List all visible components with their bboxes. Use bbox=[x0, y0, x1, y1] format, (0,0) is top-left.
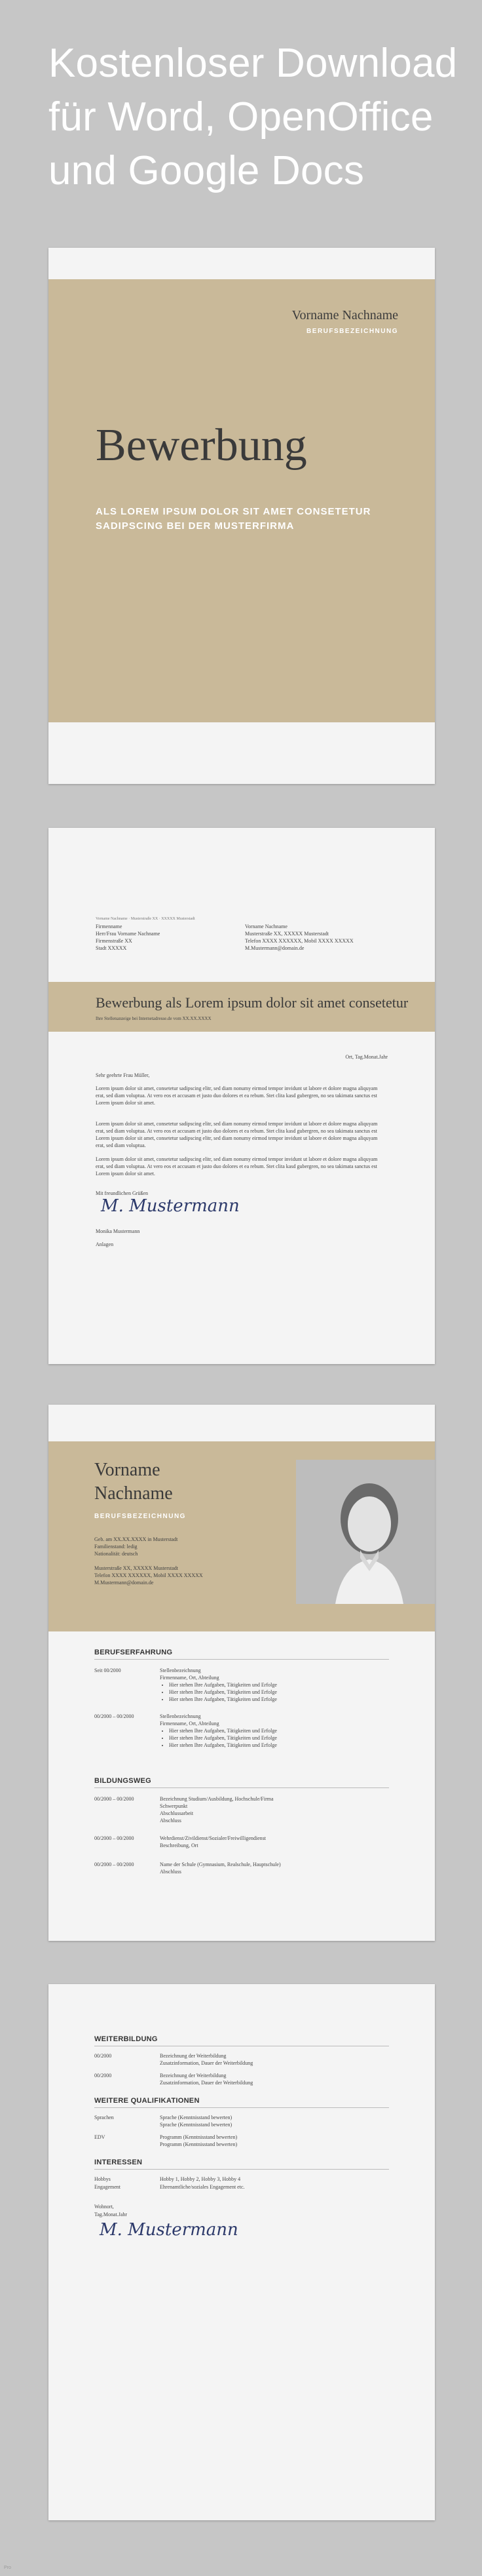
signature: M. Mustermann bbox=[101, 1196, 240, 1216]
interests-heading: INTERESSEN bbox=[94, 2158, 143, 2166]
cover-role: BERUFSBEZEICHNUNG bbox=[306, 328, 398, 335]
experience-entry bbox=[160, 1713, 382, 1749]
entry-line: Abschlussarbeit bbox=[160, 1810, 194, 1816]
experience-entry bbox=[160, 1667, 382, 1703]
letter-page bbox=[48, 828, 435, 1364]
training-entry bbox=[160, 2052, 382, 2067]
personal-line: Geb. am XX.XX.XXXX in Musterstadt bbox=[94, 1536, 178, 1542]
cv-role: BERUFSBEZEICHNUNG bbox=[94, 1513, 186, 1520]
entry-line: Schwerpunkt bbox=[160, 1803, 188, 1809]
entry-line: Programm (Kenntnisstand bewerten) bbox=[160, 2141, 238, 2147]
contact-line: M.Mustermann@domain.de bbox=[94, 1580, 154, 1586]
entry-date: 00/2000 – 00/2000 bbox=[94, 1713, 134, 1719]
hero-line-3: und Google Docs bbox=[48, 148, 365, 193]
signature-date: Tag.Monat.Jahr bbox=[94, 2212, 128, 2217]
interest-label: Engagement bbox=[94, 2184, 120, 2190]
qual-entry bbox=[160, 2134, 382, 2148]
footer-mark: Pro bbox=[4, 2566, 11, 2570]
entry-line: Zusatzinformation, Dauer der Weiterbildung bbox=[160, 2080, 253, 2086]
cv-name-last: Nachname bbox=[94, 1483, 173, 1504]
personal-line: Familienstand: ledig bbox=[94, 1544, 138, 1550]
entry-bullet: • Hier stehen Ihre Aufgaben, Tätigkeiten und Erfolge bbox=[169, 1681, 382, 1688]
cv-name-first: Vorname bbox=[94, 1460, 160, 1480]
entry-line: Bezeichnung Studium/Ausbildung, Hochschule/Firma bbox=[160, 1796, 274, 1802]
interest-entry: Ehrenamtliche/soziales Engagement etc. bbox=[160, 2184, 245, 2190]
personal-line: Nationalität: deutsch bbox=[94, 1551, 138, 1557]
personal-info bbox=[94, 1536, 177, 1557]
interest-label: Hobbys bbox=[94, 2176, 111, 2182]
entry-bullet: • Hier stehen Ihre Aufgaben, Tätigkeiten und Erfolge bbox=[169, 1696, 382, 1703]
sender-line: Vorname Nachname · Musterstraße XX · XXXXX Musterstadt bbox=[96, 917, 195, 921]
education-entry bbox=[160, 1861, 382, 1875]
hero-line-2: für Word, OpenOffice bbox=[48, 94, 434, 140]
recipient-block bbox=[96, 923, 160, 952]
training-heading: WEITERBILDUNG bbox=[94, 2035, 158, 2043]
entry-date: 00/2000 – 00/2000 bbox=[94, 1796, 134, 1802]
entry-bullet: • Hier stehen Ihre Aufgaben, Tätigkeiten und Erfolge bbox=[169, 1742, 382, 1749]
closing: Mit freundlichen Grüßen bbox=[96, 1190, 148, 1196]
recipient-line: Firmenstraße XX bbox=[96, 938, 132, 944]
signature: M. Mustermann bbox=[100, 2220, 238, 2240]
sender-line: Telefon XXXX XXXXXX, Mobil XXXX XXXXX bbox=[245, 938, 354, 944]
divider bbox=[94, 2107, 389, 2108]
signer-name: Monika Mustermann bbox=[96, 1228, 140, 1234]
entry-line: Name der Schule (Gymnasium, Realschule, Hauptschule) bbox=[160, 1862, 281, 1867]
cover-page bbox=[48, 248, 435, 784]
entry-line: Wehrdienst/Zivildienst/Sozialer/Freiwilligendienst bbox=[160, 1835, 266, 1841]
divider bbox=[94, 2169, 389, 2170]
cv-name bbox=[94, 1458, 173, 1506]
entry-bullet: • Hier stehen Ihre Aufgaben, Tätigkeiten und Erfolge bbox=[169, 1688, 382, 1696]
divider bbox=[94, 1787, 389, 1788]
paragraph: Lorem ipsum dolor sit amet, consetetur sadipscing elitr, sed diam nonumy eirmod tempor invidunt ut labore et dolore magna aliquyam erat, sed diam voluptua. At vero eos et accusam et justo duo dolores et ea rebum. Stet clita kasd gubergren, no sea takimata sanctus est Lorem ipsum dolor sit amet, consetetur sadipscing elitr, sed diam nonumy eirmod tempor invidunt ut labore et dolore magna aliquyam erat, sed diam voluptua. bbox=[96, 1121, 378, 1148]
qualifications-heading: WEITERE QUALIFIKATIONEN bbox=[94, 2097, 200, 2105]
entry-title: Stellenbezeichnung bbox=[160, 1713, 201, 1719]
qual-label: Sprachen bbox=[94, 2115, 114, 2120]
entry-line: Abschluss bbox=[160, 1818, 181, 1824]
salutation: Sehr geehrte Frau Müller, bbox=[96, 1072, 150, 1078]
sender-block bbox=[245, 923, 354, 952]
entry-title: Stellenbezeichnung bbox=[160, 1668, 201, 1673]
entry-line: Zusatzinformation, Dauer der Weiterbildung bbox=[160, 2060, 253, 2066]
training-entry bbox=[160, 2072, 382, 2086]
sender-line: Musterstraße XX, XXXXX Musterstadt bbox=[245, 931, 329, 937]
experience-heading: BERUFSERFAHRUNG bbox=[94, 1649, 173, 1656]
cover-name: Vorname Nachname bbox=[291, 308, 398, 322]
entry-line: Sprache (Kenntnisstand bewerten) bbox=[160, 2122, 232, 2128]
recipient-line: Herr/Frau Vorname Nachname bbox=[96, 931, 160, 937]
entry-date: 00/2000 bbox=[94, 2073, 112, 2078]
attachments: Anlagen bbox=[96, 1241, 114, 1247]
entry-date: 00/2000 – 00/2000 bbox=[94, 1862, 134, 1867]
profile-photo bbox=[296, 1460, 435, 1604]
hero-line-1: Kostenloser Download bbox=[48, 41, 458, 86]
entry-date: Seit 00/2000 bbox=[94, 1668, 121, 1673]
letter-date: Ort, Tag.Monat.Jahr bbox=[345, 1054, 388, 1060]
entry-bullet: • Hier stehen Ihre Aufgaben, Tätigkeiten und Erfolge bbox=[169, 1734, 382, 1742]
cv-page-2 bbox=[48, 1984, 435, 2520]
cv-page bbox=[48, 1405, 435, 1941]
entry-company: Firmenname, Ort, Abteilung bbox=[160, 1675, 219, 1681]
paragraph: Lorem ipsum dolor sit amet, consetetur sadipscing elitr, sed diam nonumy eirmod tempor invidunt ut labore et dolore magna aliquyam erat, sed diam voluptua. At vero eos et accusam et justo duo dolores et ea rebum. Stet clita kasd gubergren, no sea takimata sanctus est Lorem ipsum dolor sit amet. bbox=[96, 1085, 378, 1106]
entry-line: Beschreibung, Ort bbox=[160, 1843, 198, 1848]
contact-line: Musterstraße XX, XXXXX Musterstadt bbox=[94, 1565, 178, 1571]
recipient-line: Stadt XXXXX bbox=[96, 945, 127, 951]
contact-info bbox=[94, 1565, 203, 1586]
entry-company: Firmenname, Ort, Abteilung bbox=[160, 1721, 219, 1727]
subject-subtitle: Ihre Stellenanzeige bei Internetadresse.de vom XX.XX.XXXX bbox=[96, 1016, 212, 1021]
cover-subtitle: ALS LOREM IPSUM DOLOR SIT AMET CONSETETUR SADIPSCING BEI DER MUSTERFIRMA bbox=[96, 506, 371, 532]
interest-entry: Hobby 1, Hobby 2, Hobby 3, Hobby 4 bbox=[160, 2176, 241, 2182]
entry-line: Abschluss bbox=[160, 1869, 181, 1875]
portrait-image bbox=[296, 1460, 435, 1604]
qual-label: EDV bbox=[94, 2134, 105, 2140]
cover-title: Bewerbung bbox=[96, 420, 307, 471]
entry-line: Programm (Kenntnisstand bewerten) bbox=[160, 2134, 238, 2140]
entry-line: Bezeichnung der Weiterbildung bbox=[160, 2053, 227, 2059]
recipient-line: Firmenname bbox=[96, 924, 122, 929]
entry-date: 00/2000 bbox=[94, 2053, 112, 2059]
qual-entry bbox=[160, 2114, 382, 2128]
entry-line: Sprache (Kenntnisstand bewerten) bbox=[160, 2115, 232, 2120]
divider bbox=[94, 1659, 389, 1660]
education-heading: BILDUNGSWEG bbox=[94, 1777, 152, 1785]
sender-line: Vorname Nachname bbox=[245, 924, 287, 929]
entry-date: 00/2000 – 00/2000 bbox=[94, 1835, 134, 1841]
education-entry bbox=[160, 1795, 382, 1824]
education-entry bbox=[160, 1835, 382, 1849]
paragraph: Lorem ipsum dolor sit amet, consetetur sadipscing elitr, sed diam nonumy eirmod tempor invidunt ut labore et dolore magna aliquyam erat, sed diam voluptua. At vero eos et accusam et justo duo dolores et ea rebum. Stet clita kasd gubergren, no sea takimata sanctus est Lorem ipsum dolor sit amet. bbox=[96, 1156, 378, 1177]
sender-line: M.Mustermann@domain.de bbox=[245, 945, 305, 951]
entry-bullet: • Hier stehen Ihre Aufgaben, Tätigkeiten und Erfolge bbox=[169, 1727, 382, 1734]
subject-title: Bewerbung als Lorem ipsum dolor sit amet consetetur bbox=[96, 994, 409, 1011]
hero-heading bbox=[48, 37, 457, 198]
cover-band bbox=[48, 279, 435, 722]
place: Wohnort, bbox=[94, 2204, 114, 2210]
entry-line: Bezeichnung der Weiterbildung bbox=[160, 2073, 227, 2078]
contact-line: Telefon XXXX XXXXXX, Mobil XXXX XXXXX bbox=[94, 1572, 203, 1578]
